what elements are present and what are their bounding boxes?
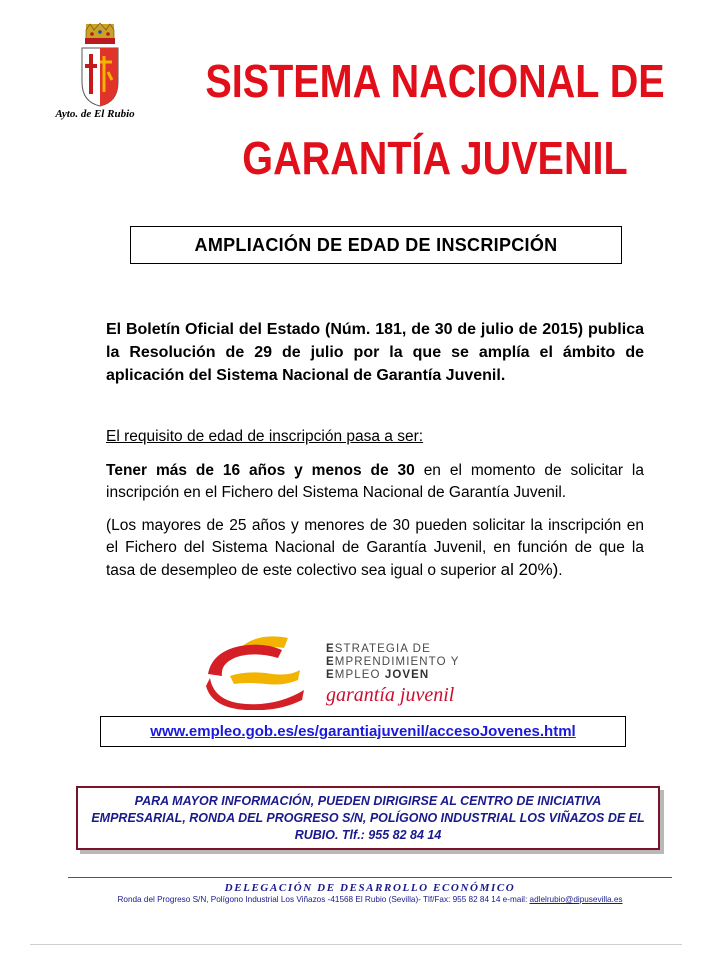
- requirement-paragraph: [106, 460, 644, 504]
- note-end: .: [558, 562, 563, 579]
- note-paragraph: [106, 515, 644, 582]
- page-title-line2: GARANTÍA JUVENIL: [242, 132, 628, 184]
- page-bottom-divider: [30, 944, 682, 945]
- footer-address: [68, 895, 672, 904]
- note-main: (Los mayores de 25 años y menores de 30 pueden solicitar la inscripción en el Fichero del Sistema Nacional de Garantía Juvenil, en función de que la tasa de desempleo de este colectivo sea igual o superior: [106, 517, 644, 579]
- info-box: [76, 786, 660, 850]
- intro-paragraph: El Boletín Oficial del Estado (Núm. 181, de 30 de julio de 2015) publica la Resolución de 29 de julio por la que se amplía el ámbito de aplicación del Sistema Nacional de Garantía Juvenil.: [106, 321, 644, 384]
- requirement-bold: Tener más de 16 años y menos de 30: [106, 462, 415, 479]
- page-title-line1: SISTEMA NACIONAL DE: [205, 55, 665, 107]
- municipality-label: Ayto. de El Rubio: [55, 108, 135, 120]
- subtitle-text: AMPLIACIÓN DE EDAD DE INSCRIPCIÓN: [194, 234, 558, 255]
- footer-address-text: Ronda del Progreso S/N, Polígono Industrial Los Viñazos -41568 El Rubio (Sevilla)- Tlf/Fax: 955 82 84 14 e-mail:: [117, 895, 530, 904]
- note-percentage: al 20%): [500, 560, 559, 579]
- info-text: PARA MAYOR INFORMACIÓN, PUEDEN DIRIGIRSE AL CENTRO DE INICIATIVA EMPRESARIAL, RONDA DEL PROGRESO S/N, POLÍGONO INDUSTRIAL LOS VIÑAZOS DE EL RUBIO. Tlf.: 955 82 84 14: [91, 793, 645, 842]
- footer-email-link[interactable]: adlelrubio@dipusevilla.es: [529, 895, 623, 904]
- requirement-heading: El requisito de edad de inscripción pasa a ser:: [106, 428, 424, 445]
- garantia-juvenil-link[interactable]: www.empleo.gob.es/es/garantiajuvenil/accesoJovenes.html: [150, 723, 576, 740]
- municipal-crest-icon: [78, 22, 122, 108]
- logo-line-3: EMPLEO JOVEN: [326, 669, 430, 681]
- link-box: [100, 716, 626, 747]
- logo-tagline: garantía juvenil: [326, 684, 455, 706]
- logo-line-2: EMPRENDIMIENTO Y: [326, 656, 460, 668]
- logo-wordmark: [326, 643, 506, 706]
- logo-line-1: ESTRATEGIA DE: [326, 643, 431, 655]
- footer-title: DELEGACIÓN DE DESARROLLO ECONÓMICO: [224, 882, 516, 894]
- requirement-rest: en el momento de solicitar la inscripción en el Fichero del Sistema Nacional de Garantía Juvenil.: [106, 462, 644, 501]
- garantia-juvenil-logo-icon: [200, 630, 320, 710]
- subtitle-box: [130, 226, 622, 264]
- footer-divider: [68, 877, 672, 878]
